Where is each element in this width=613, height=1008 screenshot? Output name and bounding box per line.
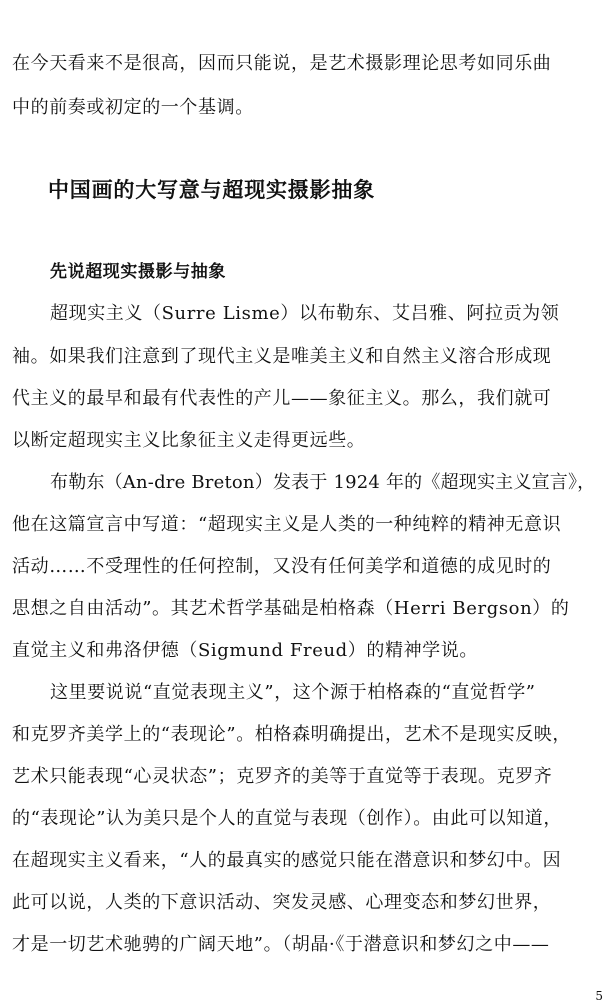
paragraph-line: 的“表现论”认为美只是个人的直觉与表现（创作）。由此可以知道， bbox=[12, 808, 563, 829]
subsection-title: 先说超现实摄影与抽象 bbox=[50, 262, 226, 282]
paragraph-line: 布勒东（An-dre Breton）发表于 1924 年的《超现实主义宣言》， bbox=[50, 472, 596, 493]
paragraph-line: 袖。如果我们注意到了现代主义是唯美主义和自然主义溶合形成现 bbox=[12, 346, 552, 367]
paragraph-line: 代主义的最早和最有代表性的产儿——象征主义。那么，我们就可 bbox=[12, 388, 552, 409]
paragraph-line: 才是一切艺术驰骋的广阔天地”。（胡晶·《于潜意识和梦幻之中—— bbox=[12, 934, 550, 955]
paragraph-line: 超现实主义（Surre Lisme）以布勒东、艾吕雅、阿拉贡为领 bbox=[50, 303, 560, 324]
paragraph-line: 以断定超现实主义比象征主义走得更远些。 bbox=[12, 430, 366, 451]
paragraph-line: 他在这篇宣言中写道：“超现实主义是人类的一种纯粹的精神无意识 bbox=[12, 514, 562, 535]
paragraph-line: 艺术只能表现“心灵状态”；克罗齐的美等于直觉等于表现。克罗齐 bbox=[12, 766, 553, 787]
paragraph-line: 在超现实主义看来，“人的最真实的感觉只能在潜意识和梦幻中。因 bbox=[12, 850, 562, 871]
intro-line: 中的前奏或初定的一个基调。 bbox=[12, 97, 254, 118]
paragraph-line: 直觉主义和弗洛伊德（Sigmund Freud）的精神学说。 bbox=[12, 640, 478, 661]
intro-line: 在今天看来不是很高，因而只能说，是艺术摄影理论思考如同乐曲 bbox=[12, 53, 552, 74]
paragraph-line: 活动……不受理性的任何控制，又没有任何美学和道德的成见时的 bbox=[12, 556, 552, 577]
paragraph-line: 思想之自由活动”。其艺术哲学基础是柏格森（Herri Bergson）的 bbox=[12, 598, 570, 619]
paragraph-line: 和克罗齐美学上的“表现论”。柏格森明确提出，艺术不是现实反映， bbox=[12, 724, 572, 745]
page-number: 5 bbox=[595, 989, 603, 1003]
paragraph-line: 这里要说说“直觉表现主义”，这个源于柏格森的“直觉哲学” bbox=[50, 682, 536, 703]
paragraph-line: 此可以说，人类的下意识活动、突发灵感、心理变态和梦幻世界， bbox=[12, 892, 552, 913]
section-title: 中国画的大写意与超现实摄影抽象 bbox=[48, 178, 375, 202]
